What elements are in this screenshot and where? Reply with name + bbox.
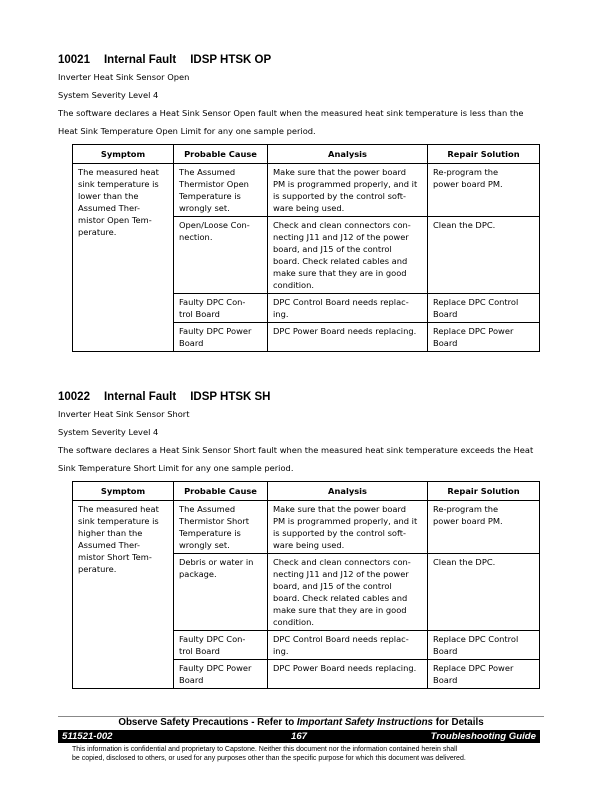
header-analysis: Analysis (268, 145, 428, 164)
table-row (73, 501, 540, 554)
text-line: wrongly set. (179, 540, 230, 550)
text-line: board. Check related cables and (273, 593, 408, 603)
text-line: Thermistor Open (179, 179, 249, 189)
text-line: ing. (273, 309, 289, 319)
safety-text: Observe Safety Precautions - Refer to (118, 717, 297, 728)
header-probable-cause: Probable Cause (174, 145, 268, 164)
text-line: Assumed Ther- (78, 540, 140, 550)
cause-cell (174, 164, 268, 217)
text-line: Board (433, 675, 458, 685)
text-line: Faulty DPC Con- (179, 634, 246, 644)
text-line: Clean the DPC. (433, 220, 496, 230)
document-number: 511521-002 (62, 731, 113, 742)
text-line: board, and J15 of the control (273, 581, 392, 591)
text-line: Re-program the (433, 167, 499, 177)
table-header-row (73, 482, 540, 501)
text-line: Temperature is (179, 528, 241, 538)
text-line: PM is programmed properly, and it (273, 179, 418, 189)
fault-section-10021 (58, 52, 540, 352)
fault-code: 10021 (58, 54, 90, 66)
text-line: PM is programmed properly, and it (273, 516, 418, 526)
text-line: higher than the (78, 528, 143, 538)
text-line: Thermistor Short (179, 516, 250, 526)
cause-cell (174, 323, 268, 352)
header-repair-solution: Repair Solution (428, 145, 540, 164)
text-line: trol Board (179, 309, 220, 319)
text-line: package. (179, 569, 217, 579)
description-line: The software declares a Heat Sink Sensor Short fault when the measured heat sink temperature exceeds the Heat (58, 445, 534, 455)
text-line: necting J11 and J12 of the power (273, 569, 409, 579)
text-line: trol Board (179, 646, 220, 656)
header-symptom: Symptom (73, 482, 174, 501)
confidentiality-notice (72, 745, 542, 763)
fault-type: Internal Fault (103, 391, 177, 403)
text-line: Faulty DPC Power (179, 663, 252, 673)
analysis-cell (268, 501, 428, 554)
text-line: Board (433, 309, 458, 319)
analysis-cell (268, 631, 428, 660)
text-line: Faulty DPC Power (179, 326, 252, 336)
text-line: condition. (273, 280, 314, 290)
text-line: Replace DPC Power (433, 663, 514, 673)
text-line: Make sure that the power board (273, 167, 407, 177)
text-line: Re-program the (433, 504, 499, 514)
cause-cell (174, 631, 268, 660)
fault-code: 10022 (58, 391, 90, 403)
text-line: The Assumed (179, 167, 236, 177)
table-header-row (73, 145, 540, 164)
repair-cell (428, 660, 540, 689)
symptom-cell (73, 501, 174, 689)
cause-cell (174, 294, 268, 323)
repair-cell (428, 631, 540, 660)
cause-cell (174, 217, 268, 294)
text-line: Replace DPC Power (433, 326, 514, 336)
header-analysis: Analysis (268, 482, 428, 501)
text-line: lower than the (78, 191, 139, 201)
header-symptom: Symptom (73, 145, 174, 164)
text-line: ware being used. (273, 203, 345, 213)
page-number: 167 (290, 731, 307, 742)
fault-title: Inverter Heat Sink Sensor Short (58, 409, 190, 419)
fault-name: IDSP HTSK OP (190, 54, 272, 66)
safety-notice (58, 716, 544, 730)
text-line: sink temperature is (78, 179, 159, 189)
text-line: perature. (78, 227, 117, 237)
text-line: is supported by the control soft- (273, 528, 407, 538)
text-line: ware being used. (273, 540, 345, 550)
text-line: Board (179, 338, 204, 348)
text-line: Debris or water in (179, 557, 254, 567)
text-line: sink temperature is (78, 516, 159, 526)
section-heading (58, 52, 540, 68)
text-line: DPC Power Board needs replacing. (273, 663, 417, 673)
repair-cell (428, 323, 540, 352)
text-line: wrongly set. (179, 203, 230, 213)
text-line: Clean the DPC. (433, 557, 496, 567)
text-line: board, and J15 of the control (273, 244, 392, 254)
analysis-cell (268, 660, 428, 689)
troubleshooting-table (72, 481, 540, 689)
text-line: mistor Short Tem- (78, 552, 152, 562)
header-repair-solution: Repair Solution (428, 482, 540, 501)
fault-section-10022 (58, 389, 540, 689)
cause-cell (174, 554, 268, 631)
text-line: Board (433, 338, 458, 348)
repair-cell (428, 554, 540, 631)
description-line: Heat Sink Temperature Open Limit for any one sample period. (58, 126, 316, 136)
safety-instructions-ref: Important Safety Instructions (296, 717, 434, 728)
text-line: Open/Loose Con- (179, 220, 250, 230)
confidentiality-line: be copied, disclosed to others, or used for any purposes other than the specific purpose for which this document was delivered. (72, 755, 466, 762)
text-line: ing. (273, 646, 289, 656)
text-line: DPC Control Board needs replac- (273, 297, 409, 307)
confidentiality-line: This information is confidential and proprietary to Capstone. Neither this document nor the information contained herein shall (72, 746, 458, 753)
repair-cell (428, 217, 540, 294)
text-line: Board (433, 646, 458, 656)
fault-name: IDSP HTSK SH (190, 391, 271, 403)
text-line: necting J11 and J12 of the power (273, 232, 409, 242)
text-line: The Assumed (179, 504, 236, 514)
analysis-cell (268, 323, 428, 352)
repair-cell (428, 164, 540, 217)
text-line: power board PM. (433, 516, 503, 526)
text-line: condition. (273, 617, 314, 627)
description-line: The software declares a Heat Sink Sensor Open fault when the measured heat sink temperature is less than the (58, 108, 524, 118)
text-line: make sure that they are in good (273, 605, 407, 615)
text-line: power board PM. (433, 179, 503, 189)
text-line: DPC Control Board needs replac- (273, 634, 409, 644)
text-line: perature. (78, 564, 117, 574)
troubleshooting-table (72, 144, 540, 352)
severity-level: System Severity Level 4 (58, 90, 159, 100)
text-line: is supported by the control soft- (273, 191, 407, 201)
fault-title: Inverter Heat Sink Sensor Open (58, 72, 190, 82)
analysis-cell (268, 164, 428, 217)
text-line: board. Check related cables and (273, 256, 408, 266)
safety-text-end: for Details (433, 717, 484, 728)
description-line: Sink Temperature Short Limit for any one sample period. (58, 463, 294, 473)
text-line: mistor Open Tem- (78, 215, 152, 225)
text-line: nection. (179, 232, 213, 242)
text-line: Assumed Ther- (78, 203, 140, 213)
table-row (73, 164, 540, 217)
text-line: Make sure that the power board (273, 504, 407, 514)
text-line: Check and clean connectors con- (273, 557, 411, 567)
text-line: DPC Power Board needs replacing. (273, 326, 417, 336)
text-line: Temperature is (179, 191, 241, 201)
footer-bar (58, 730, 540, 743)
severity-level: System Severity Level 4 (58, 427, 159, 437)
text-line: Board (179, 675, 204, 685)
repair-cell (428, 294, 540, 323)
text-line: The measured heat (78, 167, 159, 177)
text-line: Check and clean connectors con- (273, 220, 411, 230)
guide-title: Troubleshooting Guide (430, 731, 536, 742)
header-probable-cause: Probable Cause (174, 482, 268, 501)
section-heading (58, 389, 540, 405)
text-line: Replace DPC Control (433, 634, 519, 644)
text-line: Replace DPC Control (433, 297, 519, 307)
cause-cell (174, 660, 268, 689)
text-line: Faulty DPC Con- (179, 297, 246, 307)
analysis-cell (268, 554, 428, 631)
fault-type: Internal Fault (103, 54, 177, 66)
symptom-cell (73, 164, 174, 352)
text-line: The measured heat (78, 504, 159, 514)
analysis-cell (268, 217, 428, 294)
repair-cell (428, 501, 540, 554)
cause-cell (174, 501, 268, 554)
analysis-cell (268, 294, 428, 323)
text-line: make sure that they are in good (273, 268, 407, 278)
